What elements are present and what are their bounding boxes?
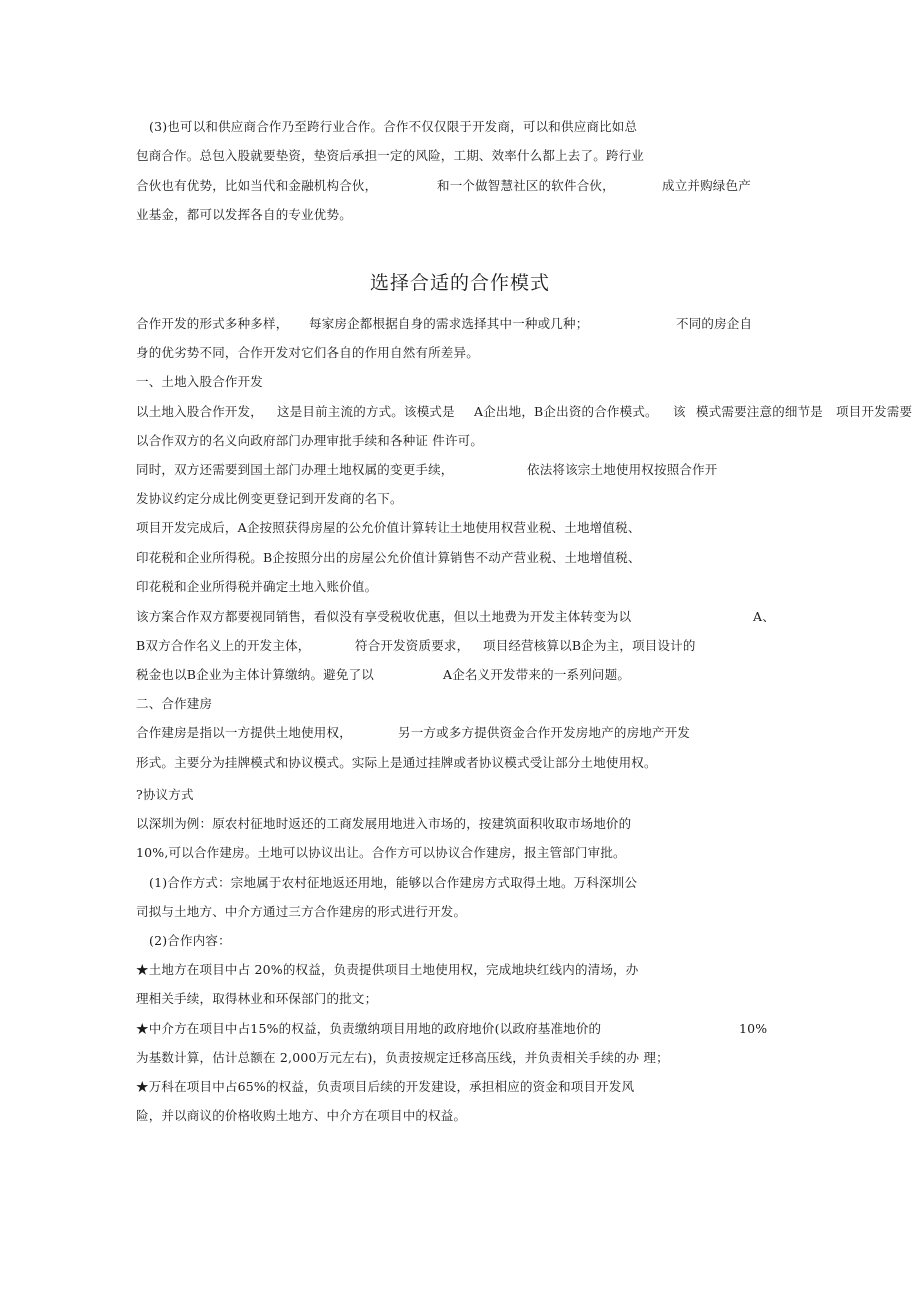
text-segment: 该 [673,404,686,419]
paragraph-line: 以深圳为例：原农村征地时返还的工商发展用地进入市场的，按建筑面积收取市场地价的 [136,816,632,831]
text-segment: B双方合作名义上的开发主体， [136,638,311,653]
paragraph-line: 项目开发完成后，A企按照获得房屋的公允价值计算转让土地使用权营业税、土地增值税、 [136,520,641,535]
text-segment: 合作开发的形式多种多样， [136,316,289,331]
text-segment: 不同的房企自 [676,316,753,331]
text-segment: 合作建房是指以一方提供土地使用权， [136,725,352,740]
text-segment: 成立并购绿色产 [662,178,751,193]
paragraph-line: 10%,可以合作建房。土地可以协议出让。合作方可以协议合作建房，报主管部门审批。 [136,845,626,860]
paragraph-line: 发协议约定分成比例变更登记到开发商的名下。 [136,491,403,506]
paragraph-line: 业基金，都可以发挥各自的专业优势。 [136,207,352,222]
paragraph-line: (1)合作方式：宗地属于农村征地返还用地，能够以合作建房方式取得土地。万科深圳公 [149,875,638,890]
paragraph-line: 包商合作。总包入股就要垫资，垫资后承担一定的风险，工期、效率什么都上去了。跨行业 [136,148,645,163]
paragraph-line: ★土地方在项目中占 20%的权益，负责提供项目土地使用权，完成地块红线内的清场，办 [136,962,639,977]
text-segment: 合伙也有优势，比如当代和金融机构合伙， [136,178,378,193]
text-segment: 模式需要注意的细节是 [696,404,824,419]
text-segment: 同时，双方还需要到国土部门办理土地权属的变更手续， [136,462,454,477]
paragraph-line: 印花税和企业所得税。B企按照分出的房屋公允价值计算销售不动产营业税、土地增值税、 [136,550,641,565]
text-segment: 该方案合作双方都要视同销售，看似没有享受税收优惠，但以土地费为开发主体转变为以 [136,609,632,624]
text-segment: ★中介方在项目中占15%的权益，负责缴纳项目用地的政府地价(以政府基准地价的 [136,1021,602,1036]
section-heading: 一、土地入股合作开发 [136,374,264,389]
text-segment: 每家房企都根据自身的需求选择其中一种或几种； [309,316,589,331]
paragraph-line: 身的优劣势不同，合作开发对它们各自的作用自然有所差异。 [136,345,479,360]
text-segment: 和一个做智慧社区的软件合伙， [437,178,615,193]
paragraph-line: 形式。主要分为挂牌模式和协议模式。实际上是通过挂牌或者协议模式受让部分土地使用权。 [136,755,657,770]
paragraph-line: 司拟与土地方、中介方通过三方合作建房的形式进行开发。 [136,904,467,919]
section-title: 选择合适的合作模式 [369,272,550,294]
text-segment: 这是目前主流的方式。该模式是 [277,404,455,419]
text-segment: 另一方或多方提供资金合作开发房地产的房地产开发 [398,725,691,740]
paragraph-line: ★万科在项目中占65%的权益，负责项目后续的开发建设，承担相应的资金和项目开发风 [136,1079,635,1094]
text-segment: 税金也以B企业为主体计算缴纳。避免了以 [136,667,374,682]
paragraph-line: (2)合作内容： [149,933,231,948]
text-segment: 以土地入股合作开发， [136,404,264,419]
paragraph-line: 以合作双方的名义向政府部门办理审批手续和各种证 件许可。 [136,433,484,448]
paragraph-line: 印花税和企业所得税并确定土地入账价值。 [136,579,378,594]
text-segment: 符合开发资质要求， [355,638,470,653]
paragraph-line: (3)也可以和供应商合作乃至跨行业合作。合作不仅仅限于开发商，可以和供应商比如总 [149,119,638,134]
text-segment: 项目开发需要 [836,404,913,419]
text-segment: 10% [739,1021,768,1036]
text-segment: 依法将该宗土地使用权按照合作开 [527,462,718,477]
text-segment: A企出地，B企出资的合作模式。 [474,404,658,419]
section-heading: 二、合作建房 [136,696,213,711]
paragraph-line: ?协议方式 [136,787,194,802]
text-segment: A企名义开发带来的一系列问题。 [443,667,631,682]
paragraph-line: 险，并以商议的价格收购土地方、中介方在项目中的权益。 [136,1108,467,1123]
paragraph-line: 理相关手续，取得林业和环保部门的批文； [136,991,378,1006]
paragraph-line: 为基数计算，估计总额在 2,000万元左右)，负责按规定迁移高压线，并负责相关手续的办 理； [136,1050,669,1065]
text-segment: A、 [753,609,775,624]
text-segment: 项目经营核算以B企为主，项目设计的 [483,638,696,653]
